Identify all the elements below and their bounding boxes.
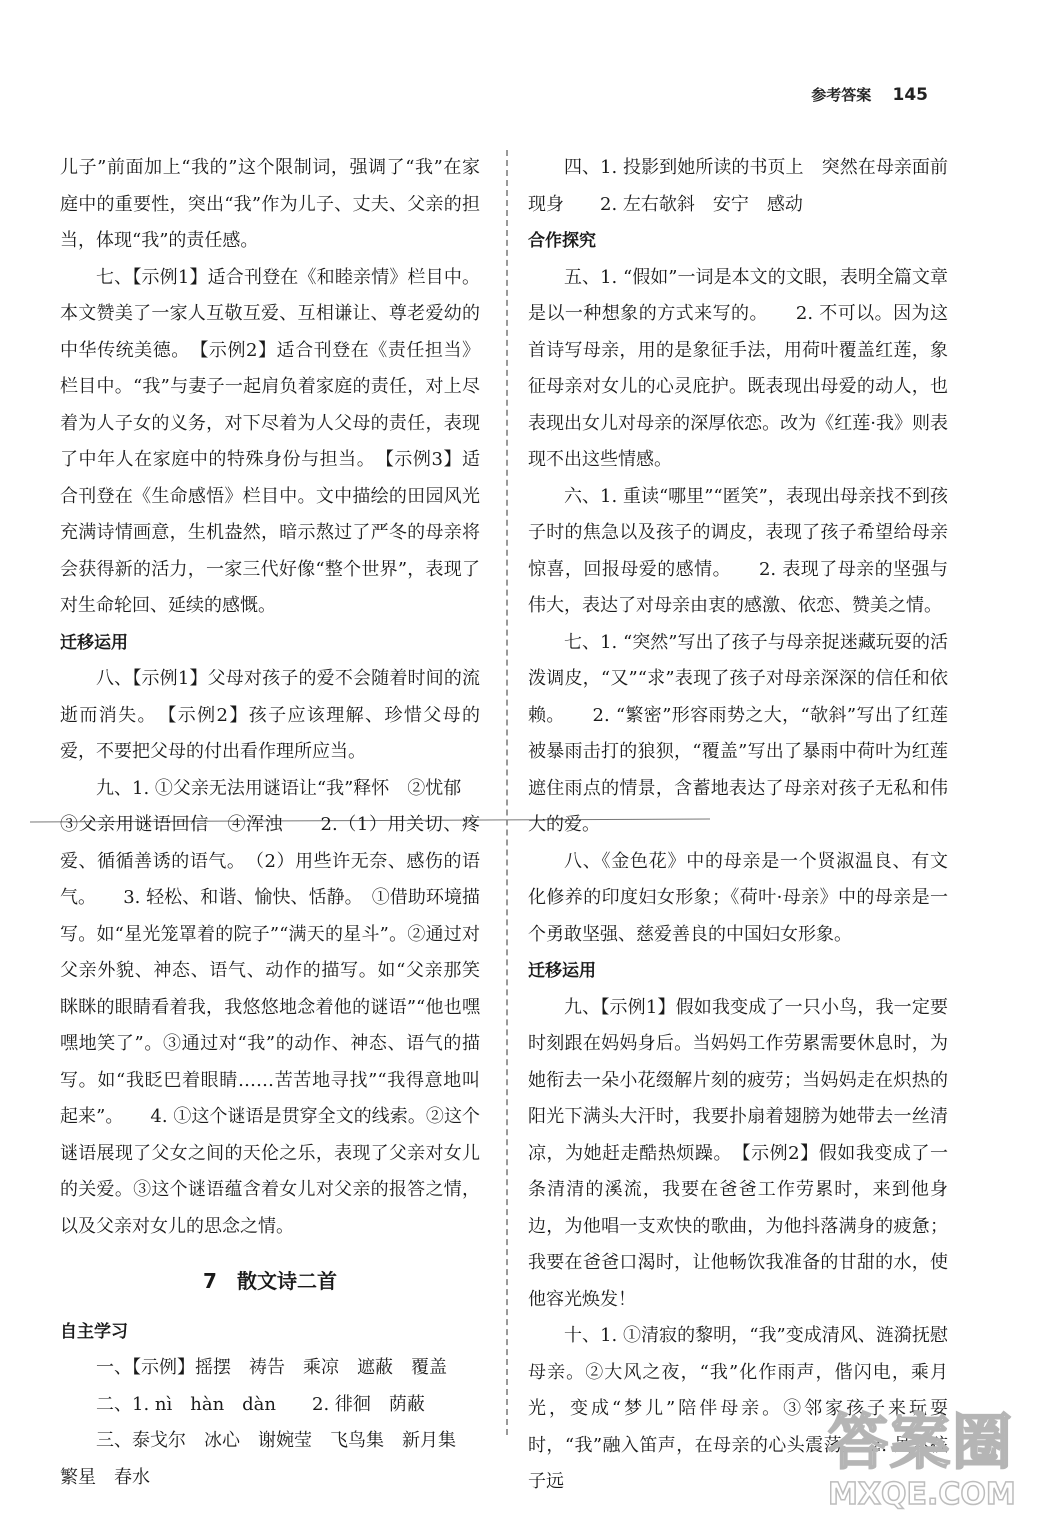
answer-paragraph: 七、1. “突然”写出了孩子与母亲捉迷藏玩耍的活泼调皮，“又”“求”表现了孩子对母亲深深的信任和依赖。 2. “繁密”形容雨势之大，“欹斜”写出了红莲被暴雨击打的狼狈，“覆盖”写出了暴雨中荷叶为红莲遮住雨点的情景，含蓄地表达了母亲对孩子无私和伟大的爱。: [528, 631, 948, 835]
answer-paragraph: 三、泰戈尔 冰心 谢婉莹 飞鸟集 新月集: [96, 1430, 456, 1451]
section-heading: 迁移运用: [60, 632, 128, 653]
page-number: 145: [892, 85, 928, 105]
answer-paragraph: 五、1. “假如”一词是本文的文眼，表明全篇文章是以一种想象的方式来写的。 2. 不可以。因为这首诗写母亲，用的是象征手法，用荷叶覆盖红莲，象征母亲对女儿的心灵庇护。既表现出母爱的动人，也表现出女儿对母亲的深厚依恋。改为《红莲·我》则表现不出这些情感。: [528, 266, 948, 470]
right-column: [528, 150, 948, 1501]
answer-paragraph: 八、【示例1】父母对孩子的爱不会随着时间的流逝而消失。 【示例2】孩子应该理解、珍惜父母的爱，不要把父母的付出看作理所应当。: [60, 668, 480, 762]
watermark-chinese: 答案圈: [828, 1408, 1014, 1478]
watermark-logo: [828, 1408, 1018, 1518]
answer-paragraph: 十、1. ①清寂的黎明，“我”变成清风、涟漪抚慰母亲。②大风之夜，“我”化作雨声，偕闪电，乘月光，变成“梦儿”陪伴母亲。③邻家孩子来玩耍时，“我”融入笛声，在母亲的心头震荡。 2. 虽然孩子远: [528, 1325, 948, 1492]
lesson-title: 7 散文诗二首: [203, 1269, 337, 1293]
header-title: 参考答案: [811, 86, 872, 104]
section-heading: 迁移运用: [528, 961, 596, 981]
section-heading: 自主学习: [60, 1321, 128, 1342]
answer-paragraph: 七、【示例1】适合刊登在《和睦亲情》栏目中。本文赞美了一家人互敬互爱、互相谦让、尊老爱幼的中华传统美德。 【示例2】适合刊登在《责任担当》栏目中。“我”与妻子一起肩负着家庭的责任，对上尽着为人子女的义务，对下尽着为人父母的责任，表现了中年人在家庭中的特殊身份与担当。 【示例3】适合刊登在《生命感悟》栏目中。文中描绘的田园风光充满诗情画意，生机盎然，暗示熬过了严冬的母亲将会获得新的活力，一家三代好像“整个世界”，表现了对生命轮回、延续的感慨。: [60, 266, 480, 616]
column-divider: [506, 150, 508, 1435]
watermark-english: MXQE.COM: [828, 1477, 1016, 1512]
answer-paragraph: 一、【示例】摇摆 祷告 乘凉 遮蔽 覆盖: [96, 1357, 447, 1378]
answer-paragraph: 九、【示例1】假如我变成了一只小鸟，我一定要时刻跟在妈妈身后。当妈妈工作劳累需要休息时，为她衔去一朵小花缀解片刻的疲劳；当妈妈走在炽热的阳光下满头大汗时，我要扑扇着翅膀为她带去一丝清凉，为她赶走酷热烦躁。 【示例2】假如我变成了一条清清的溪流，我要在爸爸工作劳累时，来到他身边，为他唱一支欢快的歌曲，为他抖落满身的疲惫；我要在爸爸口渴时，让他畅饮我准备的甘甜的水，使他容光焕发！: [528, 996, 948, 1310]
section-heading: 合作探究: [528, 231, 596, 251]
answer-paragraph: 繁星 春水: [60, 1466, 150, 1488]
answer-paragraph: 四、1. 投影到她所读的书页上 突然在母亲面前现身 2. 左右欹斜 安宁 感动: [528, 157, 948, 215]
answer-paragraph: 八、《金色花》中的母亲是一个贤淑温良、有文化修养的印度妇女形象；《荷叶·母亲》中的母亲是一个勇敢坚强、慈爱善良的中国妇女形象。: [528, 850, 948, 945]
answer-paragraph: 二、1. nì hàn dàn 2. 徘徊 荫蔽: [96, 1393, 425, 1415]
answer-paragraph: ③父亲用谜语回信 ④浑浊 2.（1）用关切、疼爱、循循善诱的语气。 （2）用些许无奈、感伤的语气。 3. 轻松、和谐、愉快、恬静。 ①借助环境描写。如“星光笼罩着的院子”“满天的星斗”。②通过对父亲外貌、神态、语气、动作的描写。如“父亲那笑眯眯的眼睛看着我，我悠悠地念着他的谜语”“他也嘿嘿地笑了”。③通过对“我”的动作、神态、语气的描写。如“我眨巴着眼睛……苦苦地寻找”“我得意地叫起来”。 4. ①这个谜语是贯穿全文的线索。②这个谜语展现了父女之间的天伦之乐，表现了父亲对女儿的关爱。③这个谜语蕴含着女儿对父亲的报答之情，以及父亲对女儿的思念之情。: [60, 814, 480, 1237]
left-column: [60, 150, 480, 1496]
answer-paragraph: 九、1. ①父亲无法用谜语让“我”释怀 ②忧郁: [96, 777, 462, 799]
page-header: [811, 84, 928, 105]
answer-paragraph: 儿子”前面加上“我的”这个限制词，强调了“我”在家庭中的重要性，突出“我”作为儿子、丈夫、父亲的担当，体现“我”的责任感。: [60, 157, 480, 251]
answer-paragraph: 六、1. 重读“哪里”“匿笑”，表现出母亲找不到孩子时的焦急以及孩子的调皮，表现了孩子希望给母亲惊喜，回报母爱的感情。 2. 表现了母亲的坚强与伟大，表达了对母亲由衷的感激、依恋、赞美之情。: [528, 485, 948, 616]
